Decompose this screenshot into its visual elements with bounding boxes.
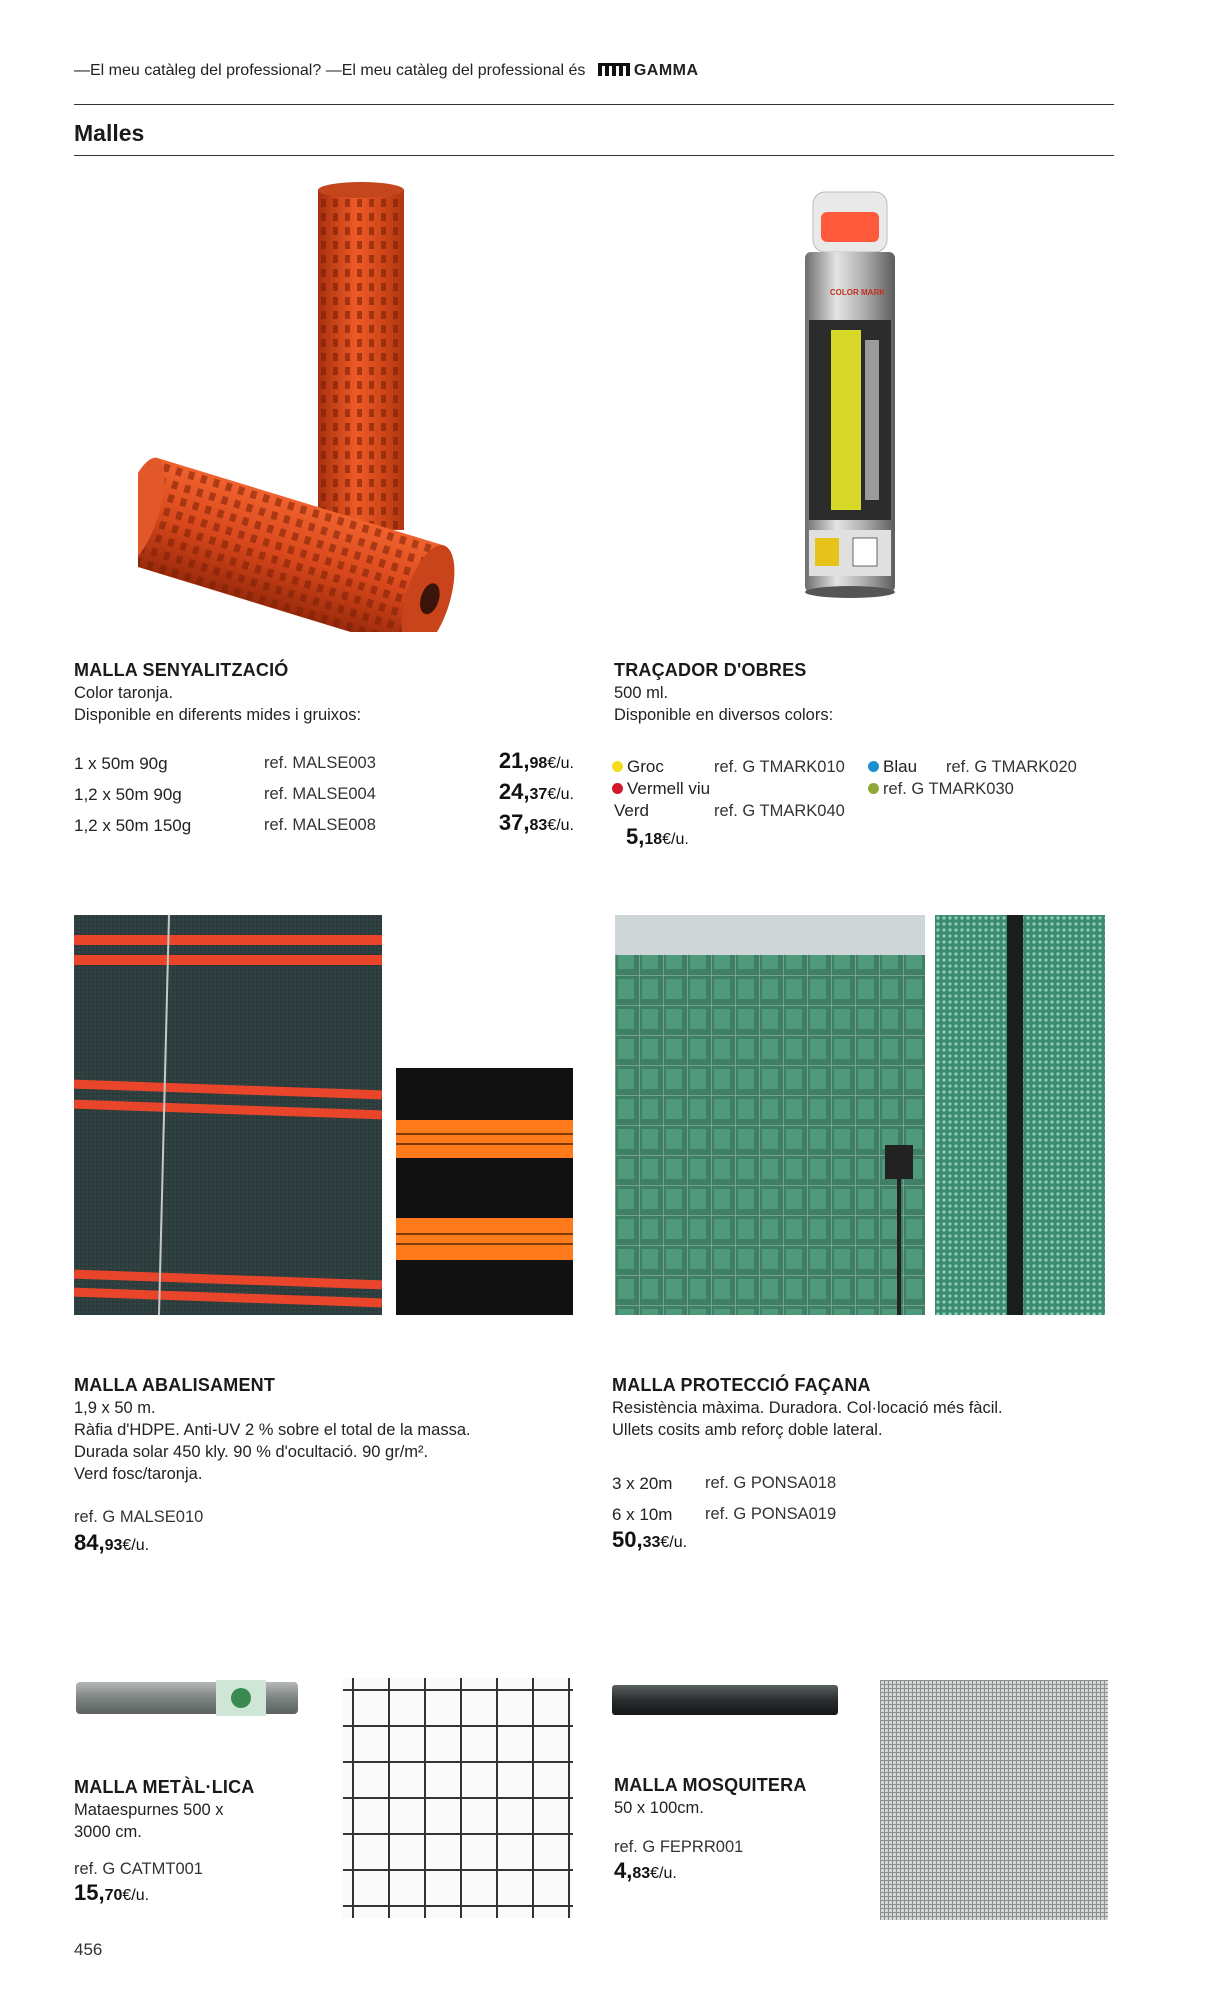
red-dot-icon (612, 783, 623, 794)
malla-metallica-title: MALLA METÀL·LICA (74, 1777, 255, 1797)
ref: ref. MALSE004 (264, 785, 376, 803)
price: 21,98€/u. (498, 748, 574, 773)
malla-facana-building-image (615, 915, 925, 1315)
desc-line: Resistència màxima. Duradora. Col·locació més fàcil. (612, 1399, 1003, 1417)
size: 6 x 10m (612, 1505, 673, 1524)
price: 37,83€/u. (498, 810, 574, 835)
malla-facana-desc (612, 1397, 1003, 1441)
color-name: Vermell viu (627, 779, 711, 798)
malla-mosquitera-price: 4,83€/u. (614, 1858, 677, 1883)
tracador-desc (614, 682, 833, 726)
desc-line: 1,9 x 50 m. (74, 1399, 156, 1417)
ref: ref. G PONSA018 (705, 1474, 837, 1492)
malla-facana-detail-image (935, 915, 1105, 1315)
malla-abalisament-ref: ref. G MALSE010 (74, 1508, 204, 1526)
malla-senyalitzacio-desc (74, 682, 361, 726)
ref: ref. MALSE008 (264, 816, 376, 834)
malla-metallica-detail-image (343, 1678, 573, 1918)
price-row (74, 748, 574, 779)
size: 1,2 x 50m 90g (74, 785, 182, 804)
color-name: Blau (883, 757, 918, 776)
malla-abalisament-image (74, 915, 382, 1315)
tracador-title: TRAÇADOR D'OBRES (614, 660, 807, 680)
malla-abalisament-desc (74, 1397, 471, 1485)
tagline-text: —El meu catàleg del professional? —El meu catàleg del professional és (74, 62, 586, 79)
size: 1 x 50m 90g (74, 754, 168, 773)
price: 24,37€/u. (498, 779, 574, 804)
ref: ref. MALSE003 (264, 754, 376, 772)
tracador-price: 5,18€/u. (626, 824, 689, 849)
section-rule (74, 155, 1114, 156)
desc-line: 50 x 100cm. (614, 1799, 704, 1817)
desc-line: 3000 cm. (74, 1823, 142, 1841)
yellow-dot-icon (612, 761, 623, 772)
desc-line: Color taronja. (74, 684, 174, 702)
malla-mosquitera-desc (614, 1797, 704, 1819)
blue-dot-icon (868, 761, 879, 772)
malla-facana-price: 50,33€/u. (612, 1527, 688, 1552)
malla-metallica-price: 15,70€/u. (74, 1880, 150, 1905)
desc-line: Disponible en diversos colors: (614, 706, 834, 724)
malla-senyalitzacio-title: MALLA SENYALITZACIÓ (74, 660, 289, 680)
color-vermell (612, 779, 710, 799)
ref: ref. G TMARK030 (883, 780, 1014, 798)
malla-senyalitzacio-table (74, 748, 574, 841)
color-groc (612, 757, 664, 777)
desc-line: Mataespurnes 500 x (74, 1801, 224, 1819)
catalog-tagline (74, 62, 699, 80)
section-title: Malles (74, 120, 145, 146)
color-blau (868, 757, 917, 777)
brand-name: GAMMA (633, 62, 699, 79)
malla-mosquitera-detail-image (880, 1680, 1108, 1920)
color-verd-ref (868, 779, 1014, 799)
malla-metallica-roll-image (76, 1678, 298, 1720)
malla-facana-title: MALLA PROTECCIÓ FAÇANA (612, 1375, 871, 1395)
mm-logo-icon (598, 62, 630, 76)
malla-metallica-ref: ref. G CATMT001 (74, 1860, 203, 1878)
desc-line: Durada solar 450 kly. 90 % d'ocultació. 90 gr/m². (74, 1443, 429, 1461)
desc-line: 500 ml. (614, 684, 669, 702)
malla-mosquitera-roll-image (612, 1683, 838, 1717)
desc-line: Disponible en diferents mides i gruixos: (74, 706, 362, 724)
price-row (74, 810, 574, 841)
color-verd: Verd (614, 801, 649, 820)
page-number: 456 (74, 1940, 103, 1959)
desc-line: Verd fosc/taronja. (74, 1465, 203, 1483)
malla-abalisament-title: MALLA ABALISAMENT (74, 1375, 276, 1395)
tracador-spray-image (795, 190, 905, 610)
header-rule (74, 104, 1114, 105)
size: 3 x 20m (612, 1474, 673, 1493)
desc-line: Ullets cosits amb reforç doble lateral. (612, 1421, 883, 1439)
ref: ref. G TMARK040 (714, 802, 845, 820)
desc-line: Ràfia d'HDPE. Anti-UV 2 % sobre el total de la massa. (74, 1421, 471, 1439)
malla-metallica-desc (74, 1799, 224, 1843)
malla-senyalitzacio-image (138, 182, 478, 632)
malla-abalisament-detail-image (396, 1068, 573, 1315)
malla-mosquitera-title: MALLA MOSQUITERA (614, 1775, 807, 1795)
price-row (74, 779, 574, 810)
malla-mosquitera-ref: ref. G FEPRR001 (614, 1838, 744, 1856)
size: 1,2 x 50m 150g (74, 816, 192, 835)
ref: ref. G PONSA019 (705, 1505, 837, 1523)
malla-abalisament-price: 84,93€/u. (74, 1530, 150, 1555)
ref: ref. G TMARK010 (714, 758, 845, 776)
ref: ref. G TMARK020 (946, 758, 1077, 776)
green-dot-icon (868, 783, 879, 794)
can-label: COLOR MARK (829, 288, 885, 297)
color-name: Groc (627, 757, 664, 776)
